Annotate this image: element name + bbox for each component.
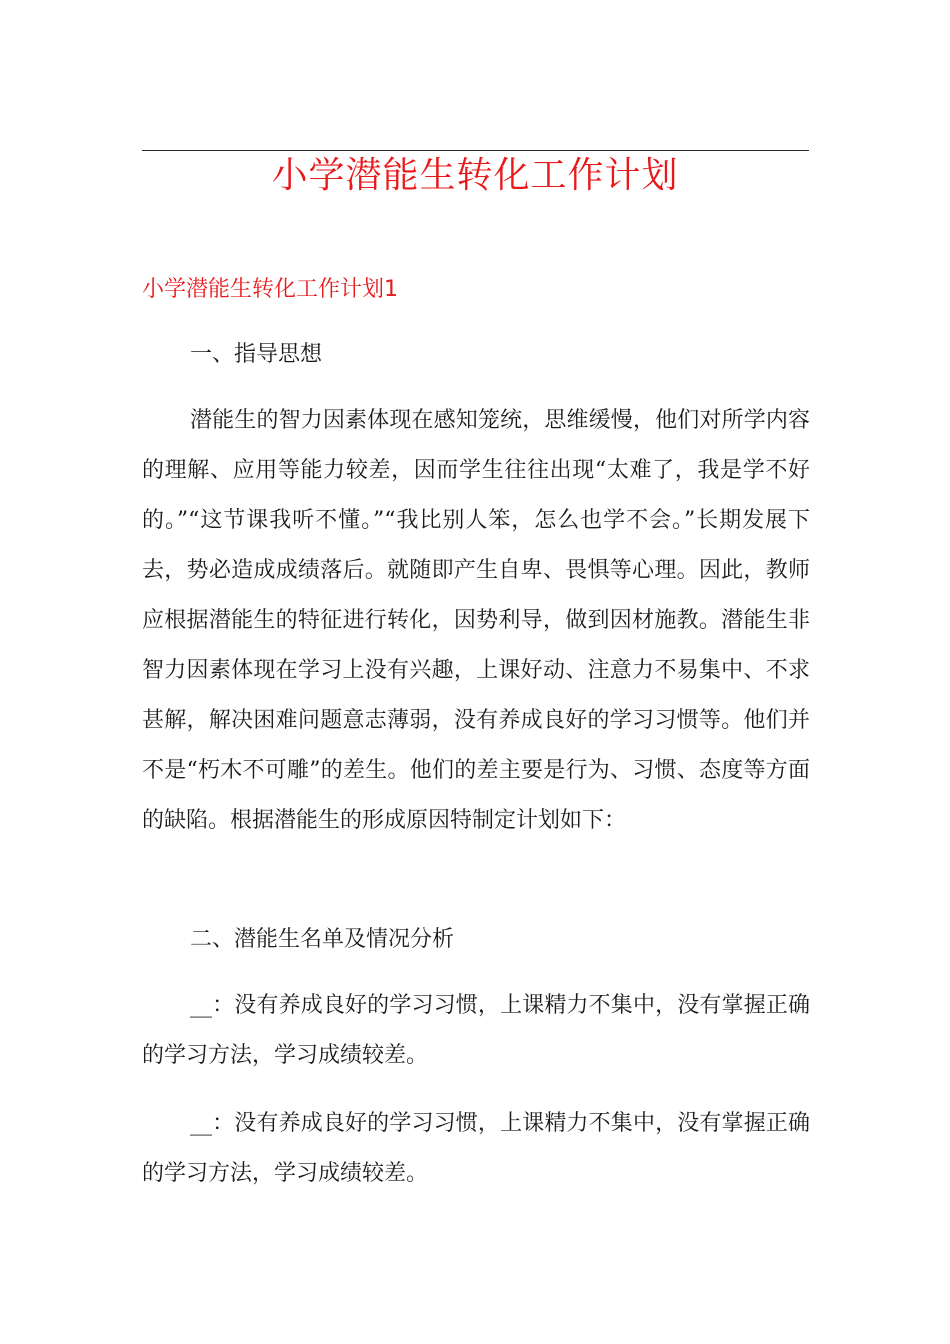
paragraph-student-2: __：没有养成良好的学习习惯，上课精力不集中，没有掌握正确的学习方法，学习成绩较差。 [142, 1111, 810, 1186]
heading-student-list: 二、潜能生名单及情况分析 [190, 927, 455, 952]
section-title: 小学潜能生转化工作计划1 [142, 277, 398, 302]
document-title: 小学潜能生转化工作计划 [271, 155, 679, 196]
paragraph-guiding-ideology: 潜能生的智力因素体现在感知笼统，思维缓慢，他们对所学内容的理解、应用等能力较差，因而学生往往出现“太难了，我是学不好的。”“这节课我听不懂。”“我比别人笨，怎么也学不会。”长期发展下去，势必造成成绩落后。就随即产生自卑、畏惧等心理。因此，教师应根据潜能生的特征进行转化，因势利导，做到因材施教。潜能生非智力因素体现在学习上没有兴趣，上课好动、注意力不易集中、不求甚解，解决困难问题意志薄弱，没有养成良好的学习习惯等。他们并不是“朽木不可雕”的差生。他们的差主要是行为、习惯、态度等方面的缺陷。根据潜能生的形成原因特制定计划如下： [142, 408, 810, 833]
heading-guiding-ideology: 一、指导思想 [190, 342, 323, 367]
paragraph-student-1: __：没有养成良好的学习习惯，上课精力不集中，没有掌握正确的学习方法，学习成绩较差。 [142, 993, 810, 1068]
